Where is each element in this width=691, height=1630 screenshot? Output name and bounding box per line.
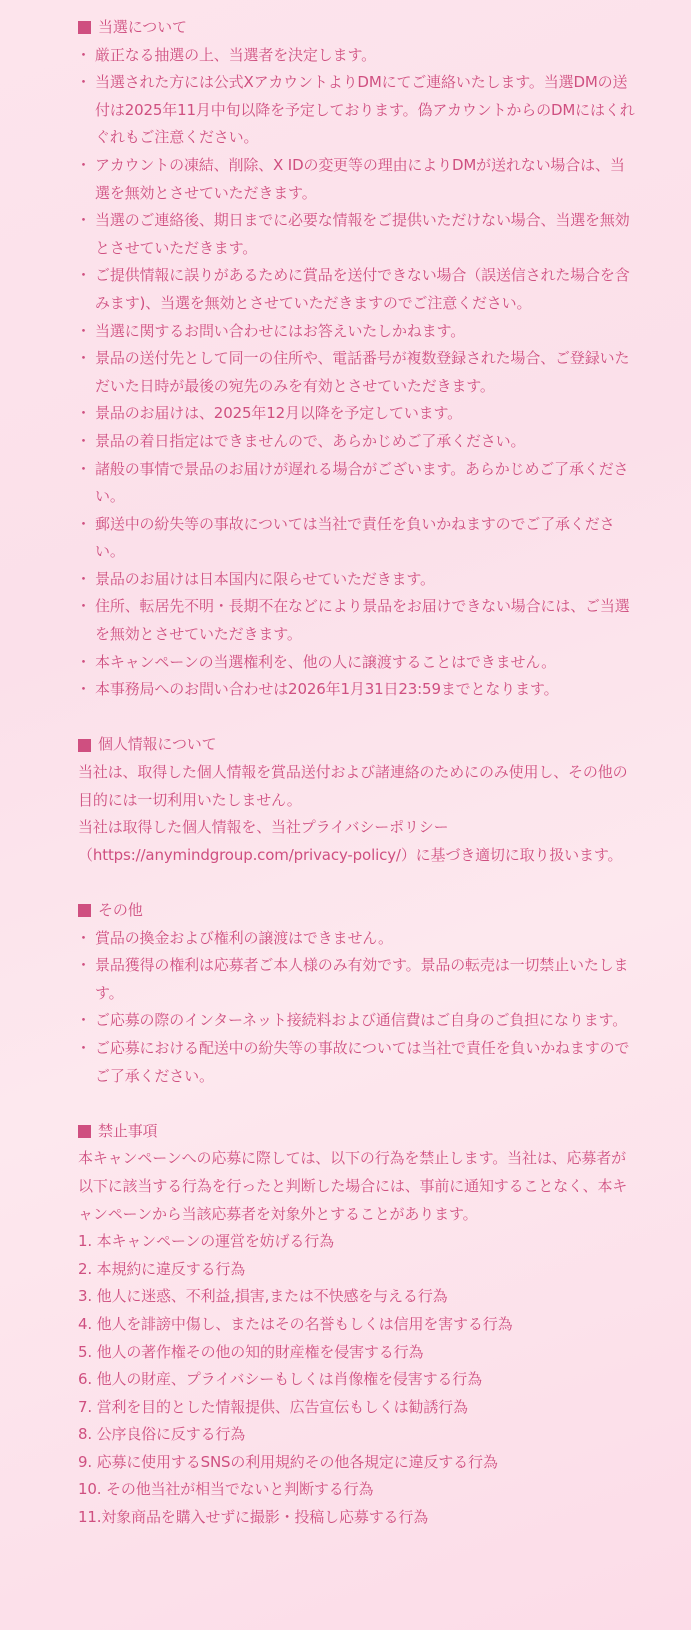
square-bullet-icon [78,904,91,917]
list-item: 11.対象商品を購入せずに撮影・投稿し応募する行為 [78,1508,429,1527]
list-item: 8. 公序良俗に反する行為 [78,1425,246,1444]
section-privacy [78,731,635,869]
winning-list [78,42,635,704]
list-item: ・ ご提供情報に誤りがあるために賞品を送付できない場合（誤送信された場合を含みます)、当選を無効とさせていただきますのでご注意ください。 [78,262,635,317]
list-item: ・ 当選に関するお問い合わせにはお答えいたしかねます。 [78,318,635,346]
list-item: 4. 他人を誹謗中傷し、またはその名誉もしくは信用を害する行為 [78,1314,513,1333]
section-heading [78,897,635,925]
list-item: ・ 賞品の換金および権利の譲渡はできません。 [78,925,635,953]
list-item: 3. 他人に迷惑、不利益,損害,または不快感を与える行為 [78,1287,448,1306]
list-item: 1. 本キャンペーンの運営を妨げる行為 [78,1232,334,1251]
list-item: ・ 景品の着日指定はできませんので、あらかじめご了承ください。 [78,428,635,456]
list-item: ・ 厳正なる抽選の上、当選者を決定します。 [78,42,635,70]
section-prohibited [78,1118,635,1532]
list-item: ・ 郵送中の紛失等の事故については当社で責任を負いかねますのでご了承ください。 [78,511,635,566]
privacy-policy-paragraph: 当社は取得した個人情報を、当社プライバシーポリシー（https://anymindgroup.com/privacy-policy/）に基づき適切に取り扱います。 [78,818,623,864]
list-item: ・ アカウントの凍結、削除、X IDの変更等の理由によりDMが送れない場合は、当選を無効とさせていただきます。 [78,152,635,207]
section-heading [78,1118,635,1146]
section-heading [78,14,635,42]
list-item: 2. 本規約に違反する行為 [78,1259,246,1278]
list-item: ・ 当選のご連絡後、期日までに必要な情報をご提供いただけない場合、当選を無効とさせていただきます。 [78,207,635,262]
section-winning [78,14,635,704]
list-item: ・ ご応募の際のインターネット接続料および通信費はご自身のご負担になります。 [78,1007,635,1035]
list-item: ・ 当選された方には公式XアカウントよりDMにてご連絡いたします。当選DMの送付は2025年11月中旬以降を予定しております。偽アカウントからのDMにはくれぐれもご注意ください。 [78,69,635,152]
list-item: ・ 景品のお届けは、2025年12月以降を予定しています。 [78,400,635,428]
list-item: ・ 景品の送付先として同一の住所や、電話番号が複数登録された場合、ご登録いただいた日時が最後の宛先のみを有効とさせていただきます。 [78,345,635,400]
list-item: 7. 営利を目的とした情報提供、広告宣伝もしくは勧誘行為 [78,1397,468,1416]
square-bullet-icon [78,21,91,34]
list-item: ・ 景品獲得の権利は応募者ご本人様のみ有効です。景品の転売は一切禁止いたします。 [78,952,635,1007]
section-title: 個人情報について [98,735,217,754]
section-heading [78,731,635,759]
section-other [78,897,635,1090]
section-title: その他 [98,901,143,919]
list-item: ・ 諸般の事情で景品のお届けが遅れる場合がございます。あらかじめご了承ください。 [78,456,635,511]
section-title: 禁止事項 [98,1121,158,1140]
list-item: 10. その他当社が相当でないと判断する行為 [78,1480,374,1499]
prohibited-intro: 本キャンペーンへの応募に際しては、以下の行為を禁止します。当社は、応募者が以下に該当する行為を行ったと判断した場合には、事前に通知することなく、本キャンペーンから当該応募者を対象外とすることがあります。 [78,1149,628,1223]
list-item: 9. 応募に使用するSNSの利用規約その他各規定に違反する行為 [78,1452,498,1471]
list-item: ・ 本キャンペーンの当選権利を、他の人に譲渡することはできません。 [78,649,635,677]
section-title: 当選について [98,18,187,36]
square-bullet-icon [78,739,91,752]
privacy-paragraph: 当社は、取得した個人情報を賞品送付および諸連絡のためにのみ使用し、その他の目的には一切利用いたしません。 [78,763,628,809]
square-bullet-icon [78,1125,91,1138]
list-item: ・ ご応募における配送中の紛失等の事故については当社で責任を負いかねますのでご了承ください。 [78,1035,635,1090]
list-item: 6. 他人の財産、プライバシーもしくは肖像権を侵害する行為 [78,1370,482,1389]
list-item: ・ 住所、転居先不明・長期不在などにより景品をお届けできない場合には、ご当選を無効とさせていただきます。 [78,593,635,648]
list-item: ・ 景品のお届けは日本国内に限らせていただきます。 [78,566,635,594]
list-item: ・ 本事務局へのお問い合わせは2026年1月31日23:59までとなります。 [78,676,635,704]
list-item: 5. 他人の著作権その他の知的財産権を侵害する行為 [78,1342,424,1361]
other-list [78,925,635,1091]
prohibited-list [78,1228,635,1532]
